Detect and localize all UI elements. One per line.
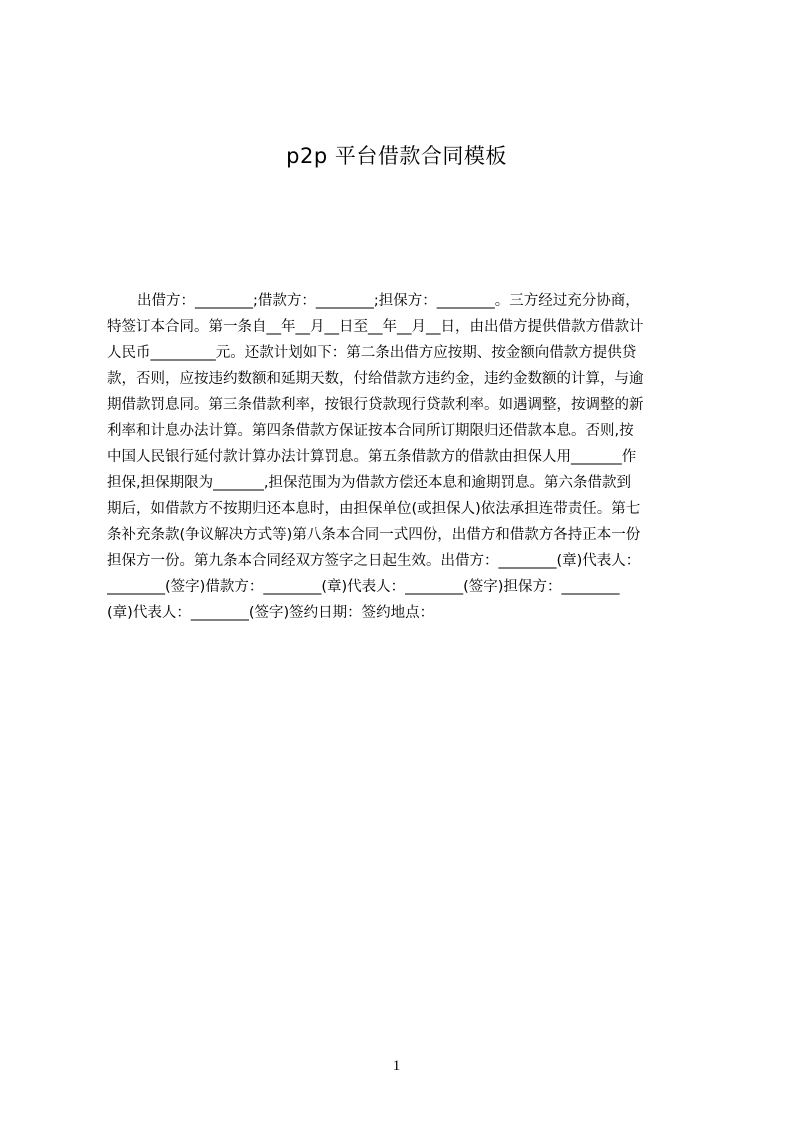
document-title: p2p 平台借款合同模板 (286, 144, 507, 168)
body-line: ________(签字)借款方：________(章)代表人：________(签字)担保方：________ (107, 579, 620, 595)
page-number: 1 (392, 1058, 401, 1074)
body-line: 中国人民银行延付款计算办法计算罚息。第五条借款方的借款由担保人用_______作 (107, 449, 637, 465)
body-line: (章)代表人：________(签字)签约日期：签约地点： (107, 605, 435, 621)
body-line: 人民币_________元。还款计划如下：第二条出借方应按期、按金额向借款方提供贷 (107, 345, 637, 361)
body-line: 期后，如借款方不按期归还本息时，由担保单位(或担保人)依法承担连带责任。第七 (107, 501, 641, 517)
contract-body (107, 288, 697, 626)
body-line: 特签订本合同。第一条自__年__月__日至__年__月__日，由出借方提供借款方借款计 (107, 319, 644, 335)
body-line: 条补充条款(争议解决方式等)第八条本合同一式四份，出借方和借款方各持正本一份 (107, 527, 641, 543)
body-line: 出借方：________;借款方：________;担保方：________。三方经过充分协商， (137, 293, 640, 309)
body-line: 利率和计息办法计算。第四条借款方保证按本合同所订期限归还借款本息。否则,按 (107, 423, 634, 439)
body-line: 款，否则，应按违约数额和延期天数，付给借款方违约金，违约金数额的计算，与逾 (107, 371, 644, 387)
body-line: 担保方一份。第九条本合同经双方签字之日起生效。出借方：________(章)代表人： (107, 553, 641, 569)
body-line: 担保,担保期限为_______,担保范围为为借款方偿还本息和逾期罚息。第六条借款到 (107, 475, 631, 491)
body-line: 期借款罚息同。第三条借款利率，按银行贷款现行贷款利率。如遇调整，按调整的新 (107, 397, 644, 413)
